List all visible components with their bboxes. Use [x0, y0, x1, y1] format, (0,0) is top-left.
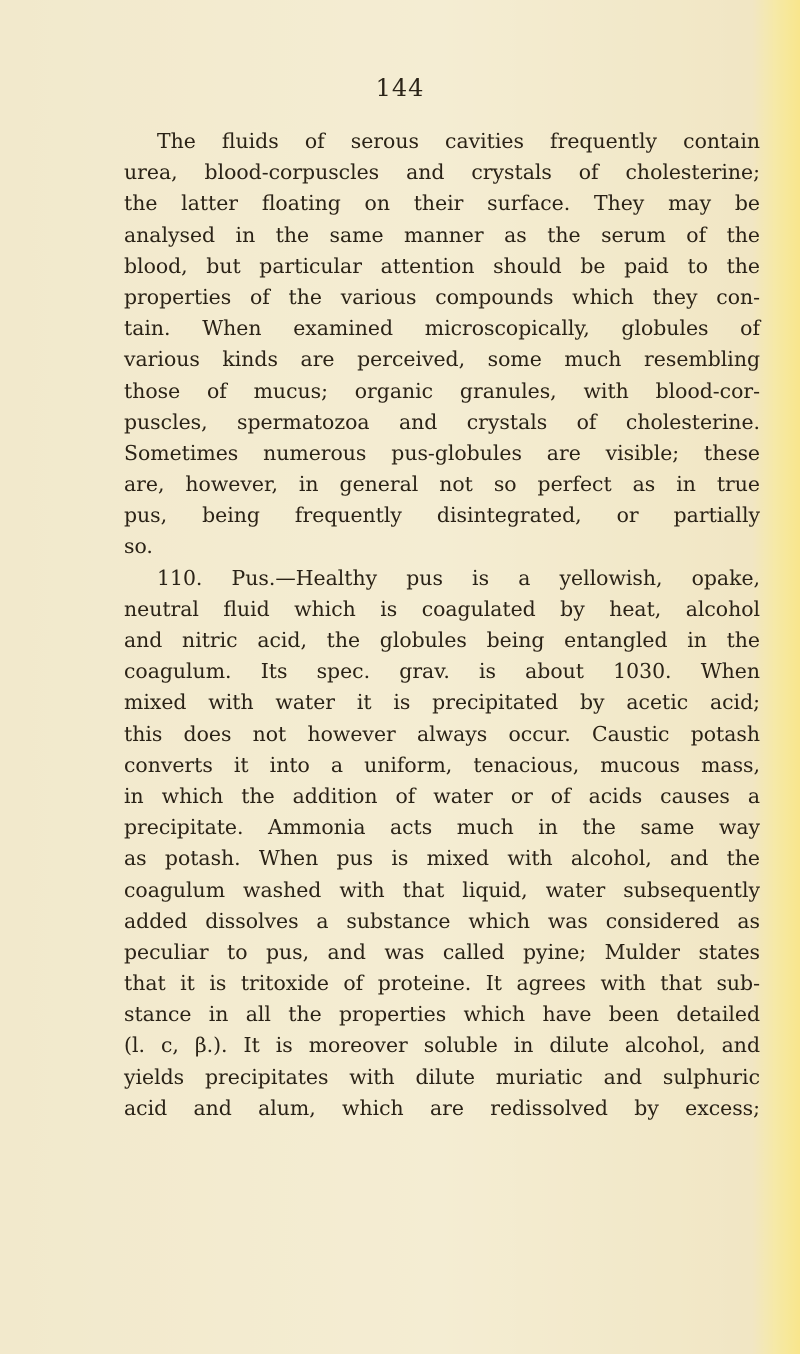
- text-line: in which the addition of water or of acids causes a: [124, 783, 760, 808]
- text-line: converts it into a uniform, tenacious, mucous mass,: [124, 752, 760, 777]
- text-line: 110. Pus.—Healthy pus is a yellowish, opake,: [157, 565, 760, 590]
- text-line: tain. When examined microscopically, globules of: [124, 316, 760, 341]
- text-line: (l. c, β.). It is moreover soluble in dilute alcohol, and: [124, 1033, 760, 1058]
- text-line: this does not however always occur. Caustic potash: [124, 721, 760, 746]
- text-line: urea, blood-corpuscles and crystals of cholesterine;: [124, 160, 760, 185]
- page-number: 144: [375, 74, 425, 102]
- text-line: mixed with water it is precipitated by acetic acid;: [124, 690, 760, 715]
- text-line: peculiar to pus, and was called pyine; Mulder states: [124, 939, 760, 964]
- text-line: coagulum washed with that liquid, water subsequently: [124, 877, 760, 902]
- text-line: are, however, in general not so perfect as in true: [124, 472, 760, 497]
- text-line: added dissolves a substance which was considered as: [124, 908, 760, 933]
- text-line: The fluids of serous cavities frequently contain: [157, 129, 760, 153]
- text-line: analysed in the same manner as the serum of the: [124, 222, 760, 247]
- text-line: blood, but particular attention should be paid to the: [124, 253, 760, 278]
- text-line: so.: [124, 534, 153, 559]
- text-line: various kinds are perceived, some much resembling: [124, 347, 760, 372]
- text-line: those of mucus; organic granules, with blood-cor-: [124, 378, 760, 403]
- text-line: stance in all the properties which have been detailed: [124, 1002, 760, 1027]
- text-line: acid and alum, which are redissolved by excess;: [124, 1095, 760, 1120]
- text-line: and nitric acid, the globules being entangled in the: [124, 628, 760, 652]
- page-body-text: [124, 126, 760, 1124]
- text-line: precipitate. Ammonia acts much in the same way: [124, 815, 760, 840]
- text-line: pus, being frequently disintegrated, or partially: [124, 503, 760, 528]
- text-line: Sometimes numerous pus-globules are visible; these: [124, 440, 760, 465]
- text-line: yields precipitates with dilute muriatic and sulphuric: [124, 1064, 760, 1089]
- text-line: puscles, spermatozoa and crystals of cholesterine.: [124, 409, 760, 434]
- text-line: the latter floating on their surface. They may be: [124, 191, 760, 216]
- text-line: coagulum. Its spec. grav. is about 1030. When: [124, 659, 760, 684]
- text-line: neutral fluid which is coagulated by heat, alcohol: [124, 596, 760, 621]
- text-line: as potash. When pus is mixed with alcohol, and the: [124, 846, 760, 871]
- text-line: that it is tritoxide of proteine. It agrees with that sub-: [124, 971, 760, 996]
- text-line: properties of the various compounds which they con-: [124, 284, 760, 309]
